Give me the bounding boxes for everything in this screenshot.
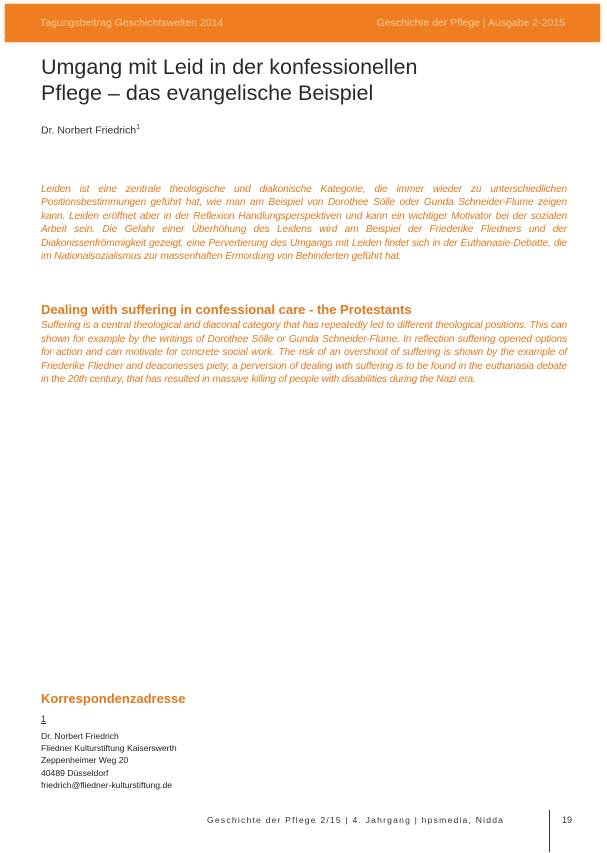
address-street: Zeppenheimer Weg 20 [41, 755, 129, 766]
footer-divider [549, 810, 550, 852]
address-organization: Fliedner Kulturstiftung Kaiserswerth [41, 743, 177, 754]
correspondence-address [41, 730, 177, 791]
author-footnote-link[interactable]: 1 [136, 124, 141, 131]
author-line [41, 124, 140, 137]
running-header [5, 4, 600, 42]
title-line-1: Umgang mit Leid in der konfessionellen [41, 55, 418, 79]
title-line-2: Pflege – das evangelische Beispiel [41, 81, 374, 105]
header-conference-label: Tagungsbeitrag Geschichtswelten 2014 [40, 17, 224, 29]
correspondence-heading: Korrespondenzadresse [41, 691, 186, 706]
abstract-english: Suffering is a central theological and diaconal category that has repeatedly led to different theological positions. This can shown for example by the writings of Dorothee Sölle or Gunda Schneider-Flume. In reflection suffering opened options for action and can motivate for concrete social work. The risk of an overshoot of suffering is shown by the example of Friederike Fliedner and deaconesses piety, a perversion of dealing with suffering is to be found in the euthanasia debate in the 20th century, that has resulted in massive killing of people with disabilities during the Nazi era. [41, 320, 567, 386]
article-title [41, 54, 561, 106]
english-abstract-heading: Dealing with suffering in confessional care - the Protestants [41, 302, 412, 317]
address-email[interactable]: friedrich@fliedner-kulturstiftung.de [41, 779, 173, 790]
correspondence-footnote-number: 1 [41, 714, 47, 724]
address-name: Dr. Norbert Friedrich [41, 731, 119, 741]
header-journal-issue: Geschichte der Pflege | Ausgabe 2-2015 [376, 17, 565, 29]
address-city: 40489 Düsseldorf [41, 767, 109, 778]
author-name: Dr. Norbert Friedrich [41, 124, 137, 137]
page-number: 19 [562, 815, 573, 825]
footer-journal-info: Geschichte der Pflege 2/15 | 4. Jahrgang | hpsmedia, Nidda [207, 815, 505, 825]
abstract-german: Leiden ist eine zentrale theologische und diakonische Kategorie, die immer wieder zu unterschiedlichen Positionsbestimmungen geführt hat, wie man am Beispiel von Dorothee Sölle oder Gunda Schneider-Flume zeigen kann. Leiden eröffnet aber in der Reflexion Handlungsperspektiven und kann ein wichtiger Motivator bei der sozialen Arbeit sein. Die Gefahr einer Überhöhung des Leidens wird am Beispiel der Friederike Fliedners und der Diakonissenfrömmigkeit gezeigt, eine Pervertierung des Umgangs mit Leiden findet sich in der Euthanasie-Debatte, die im Nationalsozialismus zur massenhaften Ermordung von Behinderten geführt hat. [41, 184, 567, 263]
